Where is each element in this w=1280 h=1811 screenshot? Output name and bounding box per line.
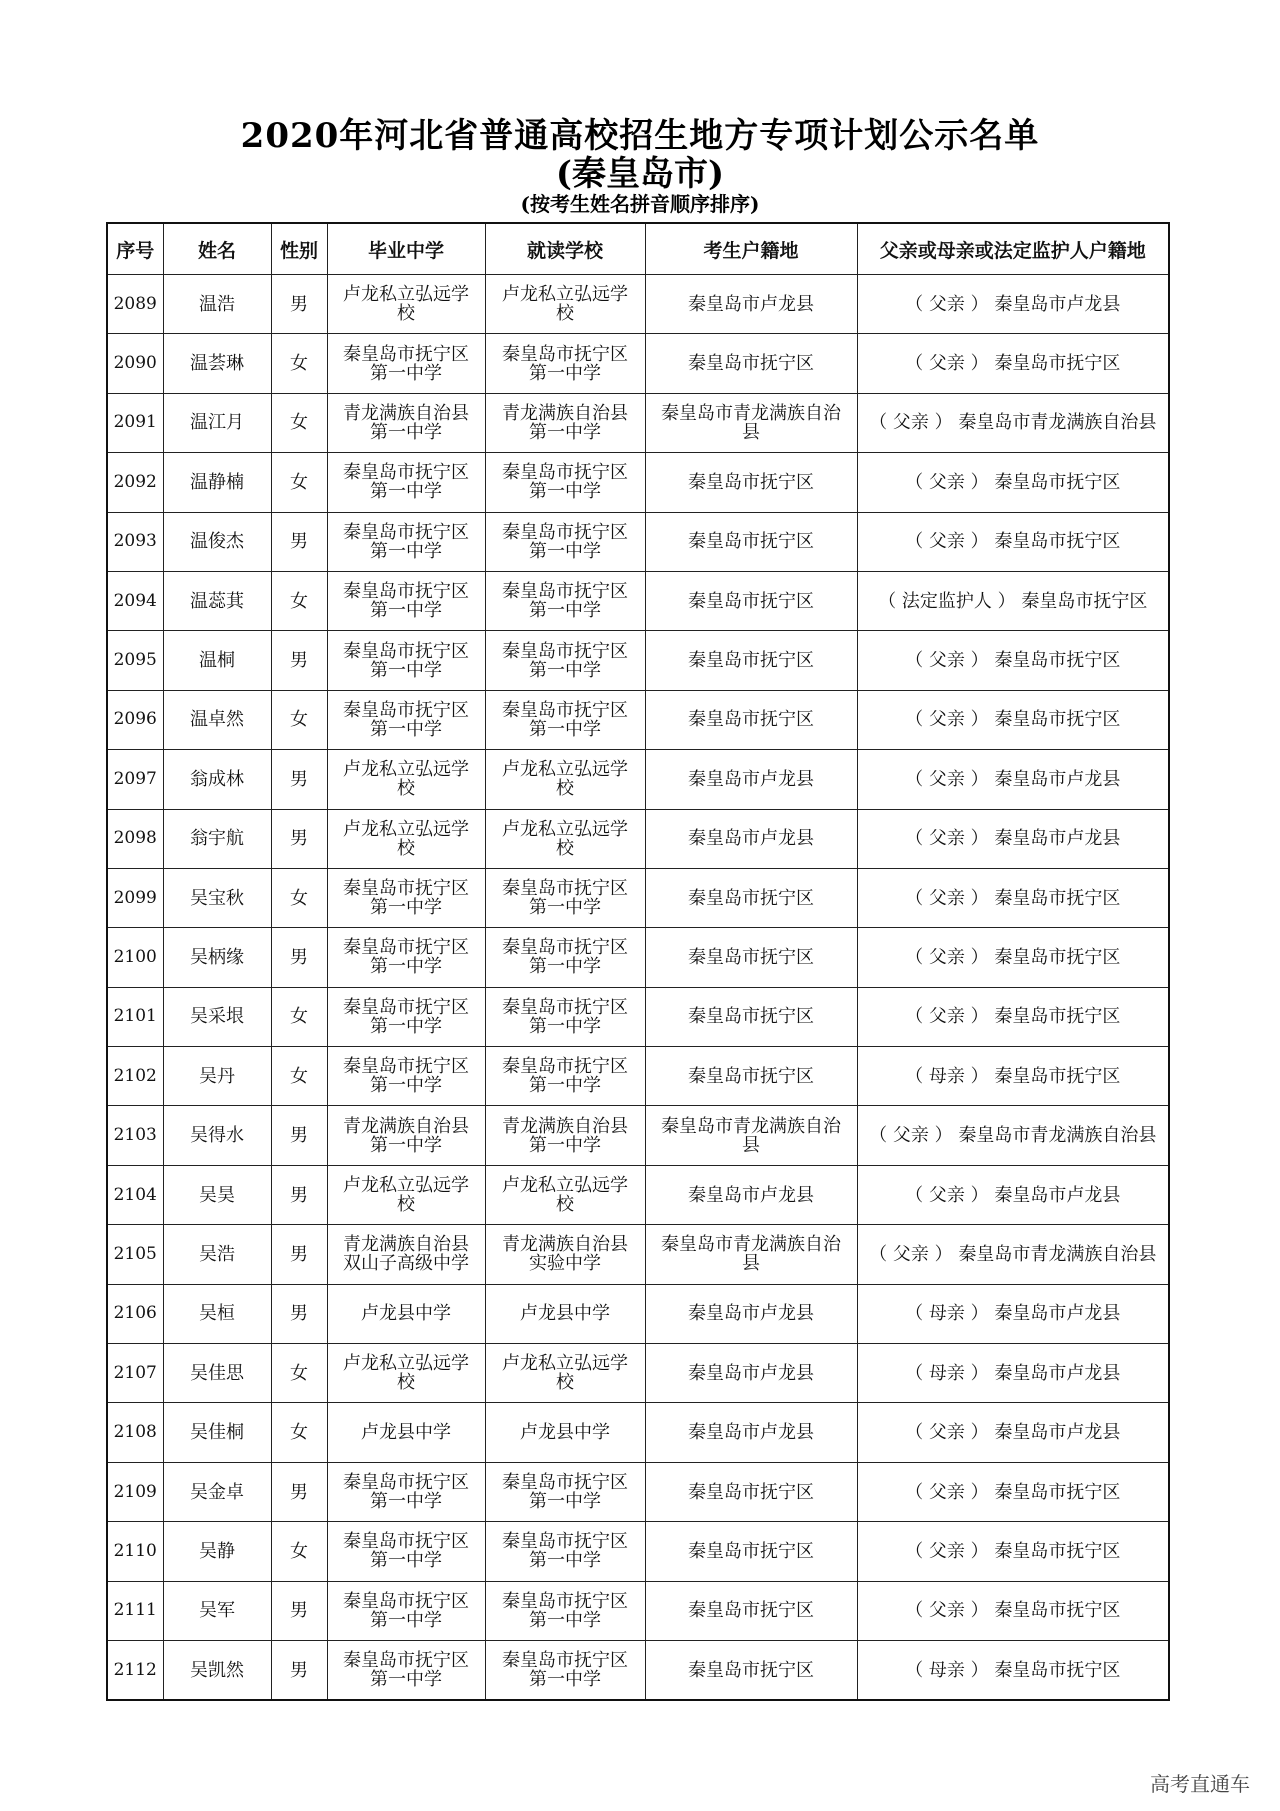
cell-name: 吴静 <box>163 1522 271 1581</box>
cell-name: 温蕊萁 <box>163 571 271 630</box>
table-row <box>107 928 1169 987</box>
cell-name: 吴丹 <box>163 1047 271 1106</box>
cell-household-registration: 秦皇岛市抚宁区 <box>645 1581 857 1640</box>
cell-guardian-registration: （ 父亲 ） 秦皇岛市抚宁区 <box>857 1462 1169 1521</box>
cell-household-registration: 秦皇岛市抚宁区 <box>645 1522 857 1581</box>
cell-household-registration: 秦皇岛市卢龙县 <box>645 1403 857 1462</box>
cell-graduated-school: 卢龙私立弘远学 校 <box>327 750 485 809</box>
cell-name: 温卓然 <box>163 690 271 749</box>
cell-graduated-school: 卢龙县中学 <box>327 1284 485 1343</box>
cell-guardian-registration: （ 母亲 ） 秦皇岛市抚宁区 <box>857 1047 1169 1106</box>
cell-current-school: 秦皇岛市抚宁区 第一中学 <box>485 1047 645 1106</box>
cell-index: 2095 <box>107 631 163 690</box>
cell-gender: 男 <box>271 1462 327 1521</box>
cell-index: 2112 <box>107 1640 163 1700</box>
cell-household-registration: 秦皇岛市青龙满族自治 县 <box>645 1225 857 1284</box>
table-row <box>107 868 1169 927</box>
cell-index: 2098 <box>107 809 163 868</box>
cell-household-registration: 秦皇岛市抚宁区 <box>645 512 857 571</box>
cell-guardian-registration: （ 父亲 ） 秦皇岛市卢龙县 <box>857 1165 1169 1224</box>
column-header-guardian-registration: 父亲或母亲或法定监护人户籍地 <box>857 223 1169 275</box>
cell-guardian-registration: （ 父亲 ） 秦皇岛市卢龙县 <box>857 1403 1169 1462</box>
cell-gender: 男 <box>271 512 327 571</box>
cell-gender: 女 <box>271 1522 327 1581</box>
cell-index: 2093 <box>107 512 163 571</box>
cell-graduated-school: 卢龙私立弘远学 校 <box>327 275 485 334</box>
cell-index: 2110 <box>107 1522 163 1581</box>
cell-current-school: 秦皇岛市抚宁区 第一中学 <box>485 571 645 630</box>
cell-gender: 女 <box>271 690 327 749</box>
sort-note: (按考生姓名拼音顺序排序) <box>520 192 760 216</box>
cell-graduated-school: 卢龙私立弘远学 校 <box>327 1165 485 1224</box>
table-row <box>107 1640 1169 1700</box>
cell-index: 2104 <box>107 1165 163 1224</box>
cell-household-registration: 秦皇岛市抚宁区 <box>645 1462 857 1521</box>
cell-gender: 男 <box>271 631 327 690</box>
cell-gender: 男 <box>271 1640 327 1700</box>
cell-graduated-school: 秦皇岛市抚宁区 第一中学 <box>327 690 485 749</box>
cell-guardian-registration: （ 父亲 ） 秦皇岛市青龙满族自治县 <box>857 1106 1169 1165</box>
cell-index: 2096 <box>107 690 163 749</box>
cell-graduated-school: 秦皇岛市抚宁区 第一中学 <box>327 1047 485 1106</box>
cell-graduated-school: 卢龙私立弘远学 校 <box>327 809 485 868</box>
cell-graduated-school: 秦皇岛市抚宁区 第一中学 <box>327 1462 485 1521</box>
cell-gender: 女 <box>271 453 327 512</box>
cell-gender: 男 <box>271 1106 327 1165</box>
table-row <box>107 1106 1169 1165</box>
table-row <box>107 1522 1169 1581</box>
cell-graduated-school: 秦皇岛市抚宁区 第一中学 <box>327 987 485 1046</box>
cell-name: 温江月 <box>163 393 271 452</box>
cell-index: 2097 <box>107 750 163 809</box>
roster-table <box>106 222 1170 1701</box>
cell-gender: 女 <box>271 334 327 393</box>
cell-gender: 女 <box>271 571 327 630</box>
cell-household-registration: 秦皇岛市抚宁区 <box>645 571 857 630</box>
cell-graduated-school: 秦皇岛市抚宁区 第一中学 <box>327 1581 485 1640</box>
cell-current-school: 卢龙私立弘远学 校 <box>485 1344 645 1403</box>
cell-guardian-registration: （ 父亲 ） 秦皇岛市青龙满族自治县 <box>857 1225 1169 1284</box>
table-row <box>107 631 1169 690</box>
table-row <box>107 334 1169 393</box>
cell-current-school: 卢龙私立弘远学 校 <box>485 750 645 809</box>
table-row <box>107 1344 1169 1403</box>
cell-current-school: 卢龙私立弘远学 校 <box>485 1165 645 1224</box>
cell-gender: 男 <box>271 1165 327 1224</box>
table-row <box>107 393 1169 452</box>
cell-gender: 男 <box>271 928 327 987</box>
cell-graduated-school: 秦皇岛市抚宁区 第一中学 <box>327 512 485 571</box>
cell-current-school: 青龙满族自治县 实验中学 <box>485 1225 645 1284</box>
cell-household-registration: 秦皇岛市卢龙县 <box>645 809 857 868</box>
cell-name: 吴宝秋 <box>163 868 271 927</box>
cell-graduated-school: 卢龙私立弘远学 校 <box>327 1344 485 1403</box>
cell-current-school: 卢龙县中学 <box>485 1403 645 1462</box>
cell-guardian-registration: （ 父亲 ） 秦皇岛市抚宁区 <box>857 987 1169 1046</box>
cell-gender: 女 <box>271 1047 327 1106</box>
cell-index: 2089 <box>107 275 163 334</box>
cell-graduated-school: 卢龙县中学 <box>327 1403 485 1462</box>
cell-name: 温桐 <box>163 631 271 690</box>
table-body <box>107 275 1169 1701</box>
cell-name: 温静楠 <box>163 453 271 512</box>
table-row <box>107 1165 1169 1224</box>
cell-gender: 男 <box>271 809 327 868</box>
cell-household-registration: 秦皇岛市抚宁区 <box>645 631 857 690</box>
cell-name: 翁成林 <box>163 750 271 809</box>
cell-household-registration: 秦皇岛市抚宁区 <box>645 987 857 1046</box>
page-title: 2020年河北省普通高校招生地方专项计划公示名单 <box>240 116 1040 156</box>
cell-guardian-registration: （ 父亲 ） 秦皇岛市青龙满族自治县 <box>857 393 1169 452</box>
table-row <box>107 1462 1169 1521</box>
cell-index: 2092 <box>107 453 163 512</box>
cell-current-school: 青龙满族自治县 第一中学 <box>485 393 645 452</box>
cell-index: 2091 <box>107 393 163 452</box>
cell-household-registration: 秦皇岛市抚宁区 <box>645 1640 857 1700</box>
cell-current-school: 卢龙县中学 <box>485 1284 645 1343</box>
cell-guardian-registration: （ 父亲 ） 秦皇岛市抚宁区 <box>857 868 1169 927</box>
table-row <box>107 571 1169 630</box>
cell-current-school: 秦皇岛市抚宁区 第一中学 <box>485 1581 645 1640</box>
cell-household-registration: 秦皇岛市卢龙县 <box>645 1284 857 1343</box>
cell-gender: 女 <box>271 987 327 1046</box>
column-header-household-registration: 考生户籍地 <box>645 223 857 275</box>
cell-guardian-registration: （ 母亲 ） 秦皇岛市卢龙县 <box>857 1344 1169 1403</box>
cell-gender: 女 <box>271 1403 327 1462</box>
table-row <box>107 512 1169 571</box>
column-header-gender: 性别 <box>271 223 327 275</box>
cell-index: 2094 <box>107 571 163 630</box>
cell-current-school: 秦皇岛市抚宁区 第一中学 <box>485 453 645 512</box>
cell-index: 2100 <box>107 928 163 987</box>
cell-guardian-registration: （ 父亲 ） 秦皇岛市抚宁区 <box>857 1522 1169 1581</box>
cell-gender: 女 <box>271 393 327 452</box>
cell-current-school: 卢龙私立弘远学 校 <box>485 275 645 334</box>
cell-household-registration: 秦皇岛市青龙满族自治 县 <box>645 1106 857 1165</box>
cell-index: 2106 <box>107 1284 163 1343</box>
table-row <box>107 809 1169 868</box>
cell-guardian-registration: （ 母亲 ） 秦皇岛市卢龙县 <box>857 1284 1169 1343</box>
table-row <box>107 690 1169 749</box>
cell-index: 2109 <box>107 1462 163 1521</box>
cell-name: 温浩 <box>163 275 271 334</box>
cell-name: 吴浩 <box>163 1225 271 1284</box>
watermark: 高考直通车 <box>1150 1772 1250 1796</box>
column-header-current-school: 就读学校 <box>485 223 645 275</box>
cell-graduated-school: 秦皇岛市抚宁区 第一中学 <box>327 453 485 512</box>
cell-guardian-registration: （ 父亲 ） 秦皇岛市抚宁区 <box>857 928 1169 987</box>
table-row <box>107 1403 1169 1462</box>
table-row <box>107 1225 1169 1284</box>
cell-index: 2103 <box>107 1106 163 1165</box>
cell-name: 吴柄缘 <box>163 928 271 987</box>
cell-household-registration: 秦皇岛市抚宁区 <box>645 928 857 987</box>
cell-household-registration: 秦皇岛市抚宁区 <box>645 690 857 749</box>
table-header-row <box>107 223 1169 275</box>
cell-current-school: 秦皇岛市抚宁区 第一中学 <box>485 1462 645 1521</box>
cell-current-school: 秦皇岛市抚宁区 第一中学 <box>485 868 645 927</box>
cell-gender: 男 <box>271 1581 327 1640</box>
cell-household-registration: 秦皇岛市青龙满族自治 县 <box>645 393 857 452</box>
cell-household-registration: 秦皇岛市抚宁区 <box>645 868 857 927</box>
column-header-index: 序号 <box>107 223 163 275</box>
cell-current-school: 秦皇岛市抚宁区 第一中学 <box>485 1640 645 1700</box>
cell-graduated-school: 秦皇岛市抚宁区 第一中学 <box>327 1522 485 1581</box>
table-row <box>107 750 1169 809</box>
cell-graduated-school: 青龙满族自治县 双山子高级中学 <box>327 1225 485 1284</box>
cell-household-registration: 秦皇岛市卢龙县 <box>645 275 857 334</box>
cell-index: 2101 <box>107 987 163 1046</box>
table-row <box>107 1581 1169 1640</box>
cell-current-school: 青龙满族自治县 第一中学 <box>485 1106 645 1165</box>
cell-guardian-registration: （ 父亲 ） 秦皇岛市抚宁区 <box>857 631 1169 690</box>
cell-graduated-school: 秦皇岛市抚宁区 第一中学 <box>327 631 485 690</box>
cell-household-registration: 秦皇岛市卢龙县 <box>645 1165 857 1224</box>
table-row <box>107 1284 1169 1343</box>
cell-current-school: 秦皇岛市抚宁区 第一中学 <box>485 690 645 749</box>
cell-guardian-registration: （ 法定监护人 ） 秦皇岛市抚宁区 <box>857 571 1169 630</box>
cell-graduated-school: 秦皇岛市抚宁区 第一中学 <box>327 571 485 630</box>
cell-guardian-registration: （ 父亲 ） 秦皇岛市抚宁区 <box>857 453 1169 512</box>
cell-gender: 男 <box>271 1284 327 1343</box>
cell-index: 2090 <box>107 334 163 393</box>
cell-index: 2105 <box>107 1225 163 1284</box>
cell-household-registration: 秦皇岛市卢龙县 <box>645 750 857 809</box>
cell-gender: 男 <box>271 275 327 334</box>
cell-graduated-school: 秦皇岛市抚宁区 第一中学 <box>327 928 485 987</box>
cell-name: 吴佳思 <box>163 1344 271 1403</box>
cell-gender: 女 <box>271 868 327 927</box>
column-header-name: 姓名 <box>163 223 271 275</box>
column-header-graduated-school: 毕业中学 <box>327 223 485 275</box>
cell-guardian-registration: （ 父亲 ） 秦皇岛市卢龙县 <box>857 809 1169 868</box>
cell-name: 吴采垠 <box>163 987 271 1046</box>
cell-name: 吴凯然 <box>163 1640 271 1700</box>
cell-name: 温俊杰 <box>163 512 271 571</box>
cell-name: 温荟琳 <box>163 334 271 393</box>
cell-name: 吴佳桐 <box>163 1403 271 1462</box>
table-row <box>107 453 1169 512</box>
cell-household-registration: 秦皇岛市抚宁区 <box>645 334 857 393</box>
cell-name: 吴得水 <box>163 1106 271 1165</box>
cell-graduated-school: 秦皇岛市抚宁区 第一中学 <box>327 868 485 927</box>
cell-guardian-registration: （ 父亲 ） 秦皇岛市卢龙县 <box>857 750 1169 809</box>
cell-guardian-registration: （ 父亲 ） 秦皇岛市卢龙县 <box>857 275 1169 334</box>
cell-name: 吴昊 <box>163 1165 271 1224</box>
cell-gender: 男 <box>271 750 327 809</box>
table-row <box>107 1047 1169 1106</box>
cell-household-registration: 秦皇岛市卢龙县 <box>645 1344 857 1403</box>
table-row <box>107 987 1169 1046</box>
cell-current-school: 秦皇岛市抚宁区 第一中学 <box>485 1522 645 1581</box>
cell-guardian-registration: （ 父亲 ） 秦皇岛市抚宁区 <box>857 1581 1169 1640</box>
cell-current-school: 秦皇岛市抚宁区 第一中学 <box>485 631 645 690</box>
cell-index: 2102 <box>107 1047 163 1106</box>
cell-name: 翁宇航 <box>163 809 271 868</box>
cell-current-school: 秦皇岛市抚宁区 第一中学 <box>485 928 645 987</box>
cell-guardian-registration: （ 父亲 ） 秦皇岛市抚宁区 <box>857 334 1169 393</box>
cell-current-school: 秦皇岛市抚宁区 第一中学 <box>485 334 645 393</box>
table-row <box>107 275 1169 334</box>
cell-graduated-school: 青龙满族自治县 第一中学 <box>327 393 485 452</box>
cell-gender: 女 <box>271 1344 327 1403</box>
cell-guardian-registration: （ 父亲 ） 秦皇岛市抚宁区 <box>857 690 1169 749</box>
cell-graduated-school: 秦皇岛市抚宁区 第一中学 <box>327 334 485 393</box>
cell-name: 吴金卓 <box>163 1462 271 1521</box>
cell-index: 2107 <box>107 1344 163 1403</box>
cell-household-registration: 秦皇岛市抚宁区 <box>645 453 857 512</box>
cell-index: 2099 <box>107 868 163 927</box>
cell-graduated-school: 秦皇岛市抚宁区 第一中学 <box>327 1640 485 1700</box>
cell-name: 吴桓 <box>163 1284 271 1343</box>
cell-name: 吴军 <box>163 1581 271 1640</box>
cell-index: 2111 <box>107 1581 163 1640</box>
cell-index: 2108 <box>107 1403 163 1462</box>
cell-guardian-registration: （ 父亲 ） 秦皇岛市抚宁区 <box>857 512 1169 571</box>
cell-graduated-school: 青龙满族自治县 第一中学 <box>327 1106 485 1165</box>
cell-current-school: 秦皇岛市抚宁区 第一中学 <box>485 987 645 1046</box>
cell-current-school: 卢龙私立弘远学 校 <box>485 809 645 868</box>
cell-gender: 男 <box>271 1225 327 1284</box>
cell-current-school: 秦皇岛市抚宁区 第一中学 <box>485 512 645 571</box>
page-subtitle: (秦皇岛市) <box>555 154 725 194</box>
cell-household-registration: 秦皇岛市抚宁区 <box>645 1047 857 1106</box>
cell-guardian-registration: （ 母亲 ） 秦皇岛市抚宁区 <box>857 1640 1169 1700</box>
